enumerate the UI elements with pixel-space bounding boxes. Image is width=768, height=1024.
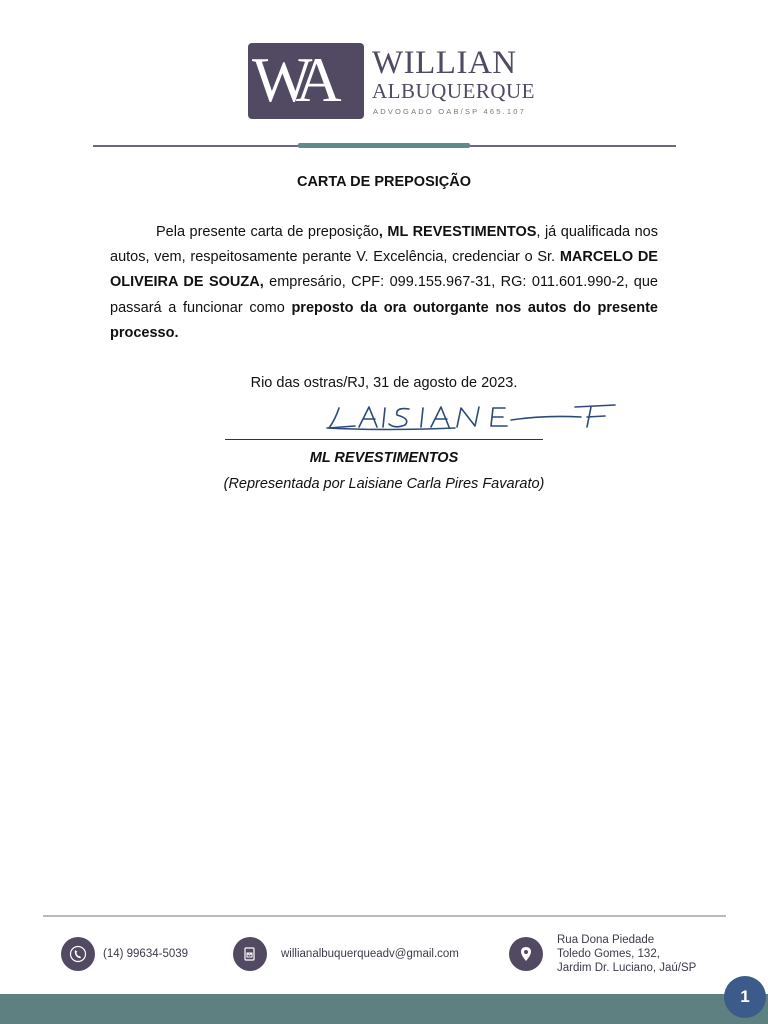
logo-monogram-text: WA <box>252 44 332 115</box>
signature-line <box>225 439 543 440</box>
document-paragraph <box>110 220 658 346</box>
footer-band <box>0 994 768 1024</box>
handwritten-signature <box>325 398 625 438</box>
signatory-representative: (Representada por Laisiane Carla Pires Favarato) <box>223 476 545 492</box>
footer-address-line-2: Toledo Gomes, 132, <box>557 948 660 960</box>
logo-name-last: ALBUQUERQUE <box>372 79 535 103</box>
para-role: preposto da ora outorgante nos autos do presente processo. <box>110 299 658 341</box>
para-text-3: empresário, CPF: 099.155.967-31, RG: 011.601.990-2, que passará a funcionar como <box>110 274 658 316</box>
para-company-name: , ML REVESTIMENTOS <box>378 224 537 240</box>
logo-name-first: WILLIAN <box>372 45 517 81</box>
document-title: CARTA DE PREPOSIÇÃO <box>296 174 471 190</box>
footer-divider <box>43 915 726 917</box>
footer-address-line-3: Jardim Dr. Luciano, Jaú/SP <box>557 962 697 974</box>
email-icon <box>233 937 267 971</box>
footer-phone: (14) 99634-5039 <box>103 948 189 960</box>
date-line: Rio das ostras/RJ, 31 de agosto de 2023. <box>250 375 518 391</box>
signatory-company: ML REVESTIMENTOS <box>309 450 459 466</box>
para-person-name: MARCELO DE OLIVEIRA DE SOUZA, <box>110 249 658 291</box>
phone-icon <box>61 937 95 971</box>
brand-logo <box>248 43 535 119</box>
logo-monogram <box>248 43 364 119</box>
para-text-2: , já qualificada nos autos, vem, respeitosamente perante V. Excelência, credenciar o Sr. <box>110 224 658 266</box>
footer-address-line-1: Rua Dona Piedade <box>557 934 655 946</box>
logo-subtitle: ADVOGADO OAB/SP 465.107 <box>373 107 527 116</box>
footer-email[interactable]: willianalbuquerqueadv@gmail.com <box>281 948 459 960</box>
para-text-1: Pela presente carta de preposição <box>156 224 379 240</box>
page-number-badge: 1 <box>724 976 766 1018</box>
header-divider-accent <box>298 143 470 148</box>
location-pin-icon <box>509 937 543 971</box>
